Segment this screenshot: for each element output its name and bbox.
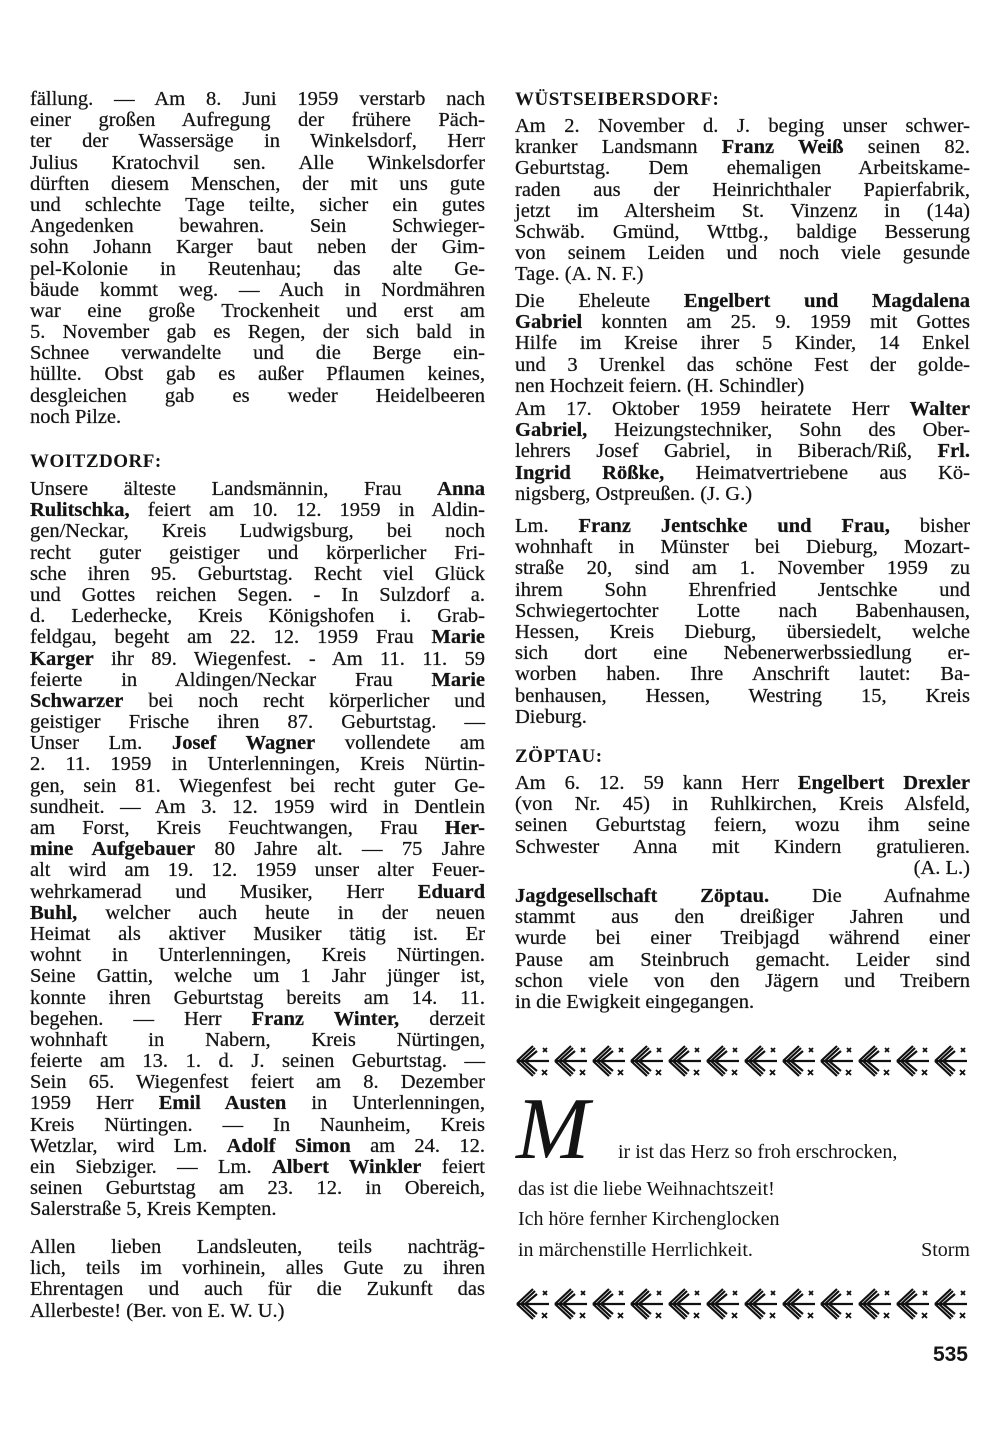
- text-line: Salerstraße 5, Kreis Kempten.: [30, 1198, 277, 1221]
- text-line: konnte ihren Geburtstag bereits am 14. 11.: [30, 986, 485, 1009]
- text-line: fällung. — Am 8. Juni 1959 verstarb nach: [30, 88, 485, 110]
- paragraph-wedding-gabriel: [515, 399, 970, 505]
- text-line: dürften diesem Menschen, der mit uns gute: [30, 172, 485, 195]
- poem-author: Storm: [921, 1239, 970, 1261]
- bold-name: Gabriel: [515, 311, 583, 334]
- text-line: Hessen, Kreis Dieburg, übersiedelt, welche: [515, 620, 970, 643]
- text-segment: in Unterlenningen,: [286, 1092, 485, 1115]
- bold-name: Eduard: [417, 880, 485, 903]
- section-heading-wuestseibersdorf: WÜSTSEIBERSDORF:: [515, 89, 720, 110]
- paragraph-greetings: [30, 1237, 485, 1322]
- text-line: seinen Geburtstag feiern, wozu ihm seine: [515, 814, 970, 837]
- bold-name: mine Aufgebauer: [30, 838, 196, 861]
- paragraph-jagdgesellschaft: [515, 886, 970, 1013]
- text-line: alt wird am 19. 12. 1959 unser alter Feuer-: [30, 859, 485, 882]
- text-line: Schwester Anna mit Kindern gratulieren.: [515, 835, 970, 858]
- paragraph-drexler: [515, 773, 970, 879]
- bold-name: Anna: [437, 478, 485, 500]
- text-line: straße 20, sind am 1. November 1959 zu: [515, 557, 970, 580]
- text-line: noch Pilze.: [30, 405, 122, 428]
- text-segment: kranker Landsmann: [515, 136, 722, 159]
- text-line: d. Lederhecke, Kreis Königshofen i. Grab-: [30, 605, 485, 628]
- text-line: wurde bei einer Treibjagd während einer: [515, 927, 970, 950]
- text-segment: Die Aufnahme: [769, 885, 970, 907]
- text-line: von seinem Leiden und noch viele gesunde: [515, 242, 970, 265]
- text-segment: feierte in Aldingen/Neckar Frau: [30, 668, 432, 691]
- text-line: [515, 441, 970, 462]
- text-line: sich dort eine Nebenerwerbssiedlung er-: [515, 642, 970, 665]
- poem-line-4: in märchenstille Herrlichkeit.: [518, 1239, 753, 1261]
- poem-line-1: ir ist das Herz so froh erschrocken,: [618, 1141, 898, 1163]
- text-segment: ihr 89. Wiegenfest. - Am 11. 11. 59: [93, 647, 485, 670]
- text-line: Seine Gattin, welche um 1 Jahr jünger ist,: [30, 965, 485, 988]
- text-line: 5. November gab es Regen, der sich bald in: [30, 321, 485, 344]
- text-segment: Die Eheleute: [515, 290, 684, 312]
- text-line: sohn Johann Karger baut neben der Gim-: [30, 236, 485, 259]
- bold-name: Franz Jentschke und Frau,: [578, 515, 890, 537]
- bold-name: Her-: [444, 817, 485, 839]
- text-line: Schnee verwandelte und die Berge ein-: [30, 342, 485, 365]
- text-line: sche ihren 95. Geburtstag. Recht viel Glück: [30, 562, 485, 585]
- text-segment: am Forst, Kreis Feuchtwangen, Frau: [30, 817, 445, 839]
- text-line: [515, 420, 970, 441]
- text-line: gen, sein 81. Wiegenfest bei recht guter Ge-: [30, 774, 485, 797]
- text-line: geistiger Frische ihren 87. Geburtstag. —: [30, 711, 485, 734]
- text-line: [30, 1157, 485, 1178]
- paragraph-winkelsdorf-continued: [30, 89, 485, 428]
- text-segment: welcher auch heute in der neuen: [77, 901, 485, 924]
- text-segment: am 24. 12.: [350, 1134, 485, 1157]
- text-segment: Am 6. 12. 59 kann Herr: [515, 772, 798, 794]
- text-line: Dieburg.: [515, 705, 587, 728]
- text-line: und 3 Urenkel das schöne Fest der golde-: [515, 353, 970, 376]
- text-line: Am 2. November d. J. beging unser schwer-: [515, 115, 970, 137]
- text-line: Tage. (A. N. F.): [515, 263, 644, 286]
- text-line: bäude kommt weg. — Auch in Nordmähren: [30, 278, 485, 301]
- text-line: schon viele von den Jägern und Treibern: [515, 969, 970, 992]
- text-line: [30, 479, 485, 500]
- text-line: Heimat als aktiver Musiker tätig ist. Er: [30, 922, 485, 945]
- bold-name: Marie: [431, 668, 485, 691]
- bold-name: Walter: [909, 398, 970, 420]
- text-line: [515, 463, 970, 484]
- text-line: [30, 1093, 485, 1114]
- text-line: Schwäb. Gmünd, Wttbg., baldige Besserung: [515, 220, 970, 243]
- text-segment: 80 Jahre alt. — 75 Jahre: [195, 838, 485, 861]
- paragraph-woitzdorf-birthdays: [30, 479, 485, 1221]
- text-line: Julius Kratochvil sen. Alle Winkelsdorfer: [30, 151, 485, 174]
- paragraph-golden-wedding: [515, 291, 970, 397]
- text-line: [30, 882, 485, 903]
- bold-name: Marie: [431, 626, 485, 649]
- text-line: (A. L.): [913, 856, 970, 879]
- text-line: war eine große Trockenheit und erst am: [30, 299, 485, 322]
- text-line: [30, 691, 485, 712]
- text-line: in die Ewigkeit eingegangen.: [515, 990, 755, 1013]
- text-line: pel-Kolonie in Reutenhau; das alte Ge-: [30, 257, 485, 280]
- text-line: wohnt in Unterlenningen, Kreis Nürtingen.: [30, 944, 485, 967]
- text-line: [515, 399, 970, 420]
- text-line: und Gottes reichen Segen. - In Sulzdorf a.: [30, 583, 485, 606]
- text-segment: begehen. — Herr: [30, 1007, 252, 1030]
- text-line: lich, teils im vorhinein, alles Gute zu ihren: [30, 1257, 485, 1280]
- text-line: 2. 11. 1959 in Unterlenningen, Kreis Nürtin-: [30, 753, 485, 776]
- text-segment: bisher: [889, 515, 970, 537]
- text-segment: seinen 82.: [843, 136, 970, 159]
- text-line: [30, 500, 485, 521]
- text-segment: Wetzlar, wird Lm.: [30, 1134, 227, 1157]
- text-line: nigsberg, Ostpreußen. (J. G.): [515, 482, 753, 505]
- text-line: (von Nr. 45) in Ruhlkirchen, Kreis Alsfeld,: [515, 793, 970, 816]
- section-heading-woitzdorf: WOITZDORF:: [30, 451, 162, 472]
- text-line: recht guter geistiger und körperlicher Fri-: [30, 541, 485, 564]
- text-segment: feiert: [421, 1156, 486, 1178]
- paragraph-franz-weiss: [515, 116, 970, 286]
- text-line: raden aus der Heinrichthaler Papierfabrik,: [515, 178, 970, 201]
- bold-name: Engelbert Drexler: [797, 772, 970, 794]
- bold-name: Frl.: [937, 440, 970, 463]
- text-line: desgleichen gab es weder Heidelbeeren: [30, 384, 485, 407]
- text-line: Angedenken bewahren. Sein Schwieger-: [30, 215, 485, 238]
- bold-name: Franz Winter,: [251, 1007, 400, 1030]
- text-line: [30, 649, 485, 670]
- text-segment: Heimatvertriebene aus Kö-: [664, 461, 970, 484]
- text-segment: lehrers Josef Gabriel, in Biberach/Riß,: [515, 440, 938, 463]
- text-segment: Heizungstechniker, Sohn des Ober-: [587, 419, 970, 442]
- text-line: gen/Neckar, Kreis Ludwigsburg, bei noch: [30, 520, 485, 543]
- text-line: [515, 312, 970, 333]
- text-line: [515, 291, 970, 312]
- text-line: benhausen, Hessen, Westring 15, Kreis: [515, 684, 970, 707]
- christmas-ornament-border-top: [515, 1042, 970, 1080]
- text-line: [30, 670, 485, 691]
- text-line: [30, 1136, 485, 1157]
- text-line: Ehrentagen und auch für die Zukunft das: [30, 1278, 485, 1301]
- text-segment: bei noch recht körperlicher und: [123, 689, 485, 712]
- text-line: [30, 1009, 485, 1030]
- text-line: [30, 733, 485, 754]
- text-line: [515, 773, 970, 794]
- bold-name: Adolf Simon: [226, 1134, 351, 1157]
- text-segment: feiert am 10. 12. 1959 in Aldin-: [129, 499, 485, 522]
- paragraph-jentschke: [515, 516, 970, 728]
- text-line: ter der Wassersäge in Winkelsdorf, Herr: [30, 130, 485, 153]
- text-line: ihrem Sohn Ehrenfried Jentschke und: [515, 578, 970, 601]
- text-line: feierte am 13. 1. d. J. seinen Geburtstag. —: [30, 1050, 485, 1073]
- poem-line-3: Ich höre fernher Kirchenglocken: [518, 1208, 780, 1230]
- text-line: Allen lieben Landsleuten, teils nachträg-: [30, 1236, 485, 1258]
- text-segment: Unser Lm.: [30, 732, 172, 755]
- text-line: Kreis Nürtingen. — In Naunheim, Kreis: [30, 1113, 485, 1136]
- page-number: 535: [932, 1343, 968, 1366]
- text-line: Schwiegertochter Lotte nach Babenhausen,: [515, 599, 970, 622]
- bold-name: Emil Austen: [158, 1092, 287, 1115]
- text-segment: Lm.: [515, 515, 579, 537]
- bold-name: Gabriel,: [515, 419, 588, 442]
- text-segment: feldgau, begeht am 22. 12. 1959 Frau: [30, 626, 432, 649]
- text-segment: vollendete am: [315, 732, 485, 755]
- text-line: [30, 839, 485, 860]
- text-line: [515, 886, 970, 907]
- text-line: [30, 903, 485, 924]
- text-segment: Am 17. Oktober 1959 heiratete Herr: [515, 398, 910, 420]
- text-segment: Unsere älteste Landsmännin, Frau: [30, 478, 438, 500]
- poem-line-2: das ist die liebe Weihnachtszeit!: [518, 1178, 775, 1200]
- text-line: jetzt im Altersheim St. Vinzenz in (14a): [515, 199, 970, 222]
- text-segment: ein Siebziger. — Lm.: [30, 1156, 272, 1178]
- text-line: wohnhaft in Münster bei Dieburg, Mozart-: [515, 536, 970, 559]
- text-line: sundheit. — Am 3. 12. 1959 wird in Dentlein: [30, 795, 485, 818]
- bold-name: Josef Wagner: [171, 732, 316, 755]
- bold-name: Karger: [30, 647, 94, 670]
- text-line: nen Hochzeit feiern. (H. Schindler): [515, 374, 805, 397]
- text-segment: derzeit: [399, 1007, 486, 1030]
- christmas-ornament-border-bottom: [515, 1285, 970, 1323]
- text-segment: wehrkamerad und Musiker, Herr: [30, 880, 418, 903]
- text-line: wohnhaft in Nabern, Kreis Nürtingen,: [30, 1028, 485, 1051]
- text-line: einer großen Aufregung der frühere Päch-: [30, 109, 485, 132]
- bold-name: Franz Weiß: [721, 136, 844, 159]
- bold-name: Albert Winkler: [271, 1156, 422, 1178]
- text-line: Pause am Steinbruch gemacht. Leider sind: [515, 948, 970, 971]
- text-line: [30, 818, 485, 839]
- poem-drop-cap: M: [516, 1081, 590, 1178]
- text-line: worben haben. Ihre Anschrift lautet: Ba-: [515, 663, 970, 686]
- bold-name: Schwarzer: [30, 689, 124, 712]
- text-line: Geburtstag. Dem ehemaligen Arbeitskame-: [515, 157, 970, 180]
- bold-name: Ingrid Rößke,: [515, 461, 665, 484]
- bold-name: Engelbert und Magdalena: [683, 290, 970, 312]
- section-heading-zoeptau: ZÖPTAU:: [515, 746, 603, 767]
- bold-name: Buhl,: [30, 901, 78, 924]
- text-line: hüllte. Obst gab es außer Pflaumen keines,: [30, 363, 485, 386]
- bold-name: Rulitschka,: [30, 499, 130, 522]
- bold-name: Jagdgesellschaft Zöptau.: [515, 885, 770, 907]
- text-line: und schlechte Tage teilte, sicher ein gutes: [30, 193, 485, 216]
- text-segment: 1959 Herr: [30, 1092, 159, 1115]
- text-line: Sein 65. Wiegenfest feiert am 8. Dezember: [30, 1071, 485, 1094]
- text-line: stammt aus den dreißiger Jahren und: [515, 906, 970, 929]
- text-line: Allerbeste! (Ber. von E. W. U.): [30, 1299, 285, 1322]
- text-line: seinen Geburtstag am 23. 12. in Obereich,: [30, 1177, 485, 1200]
- text-line: [515, 516, 970, 537]
- text-line: [30, 627, 485, 648]
- text-line: Hilfe im Kreise ihrer 5 Kinder, 14 Enkel: [515, 332, 970, 355]
- text-line: [515, 137, 970, 158]
- text-segment: konnten am 25. 9. 1959 mit Gottes: [582, 311, 970, 334]
